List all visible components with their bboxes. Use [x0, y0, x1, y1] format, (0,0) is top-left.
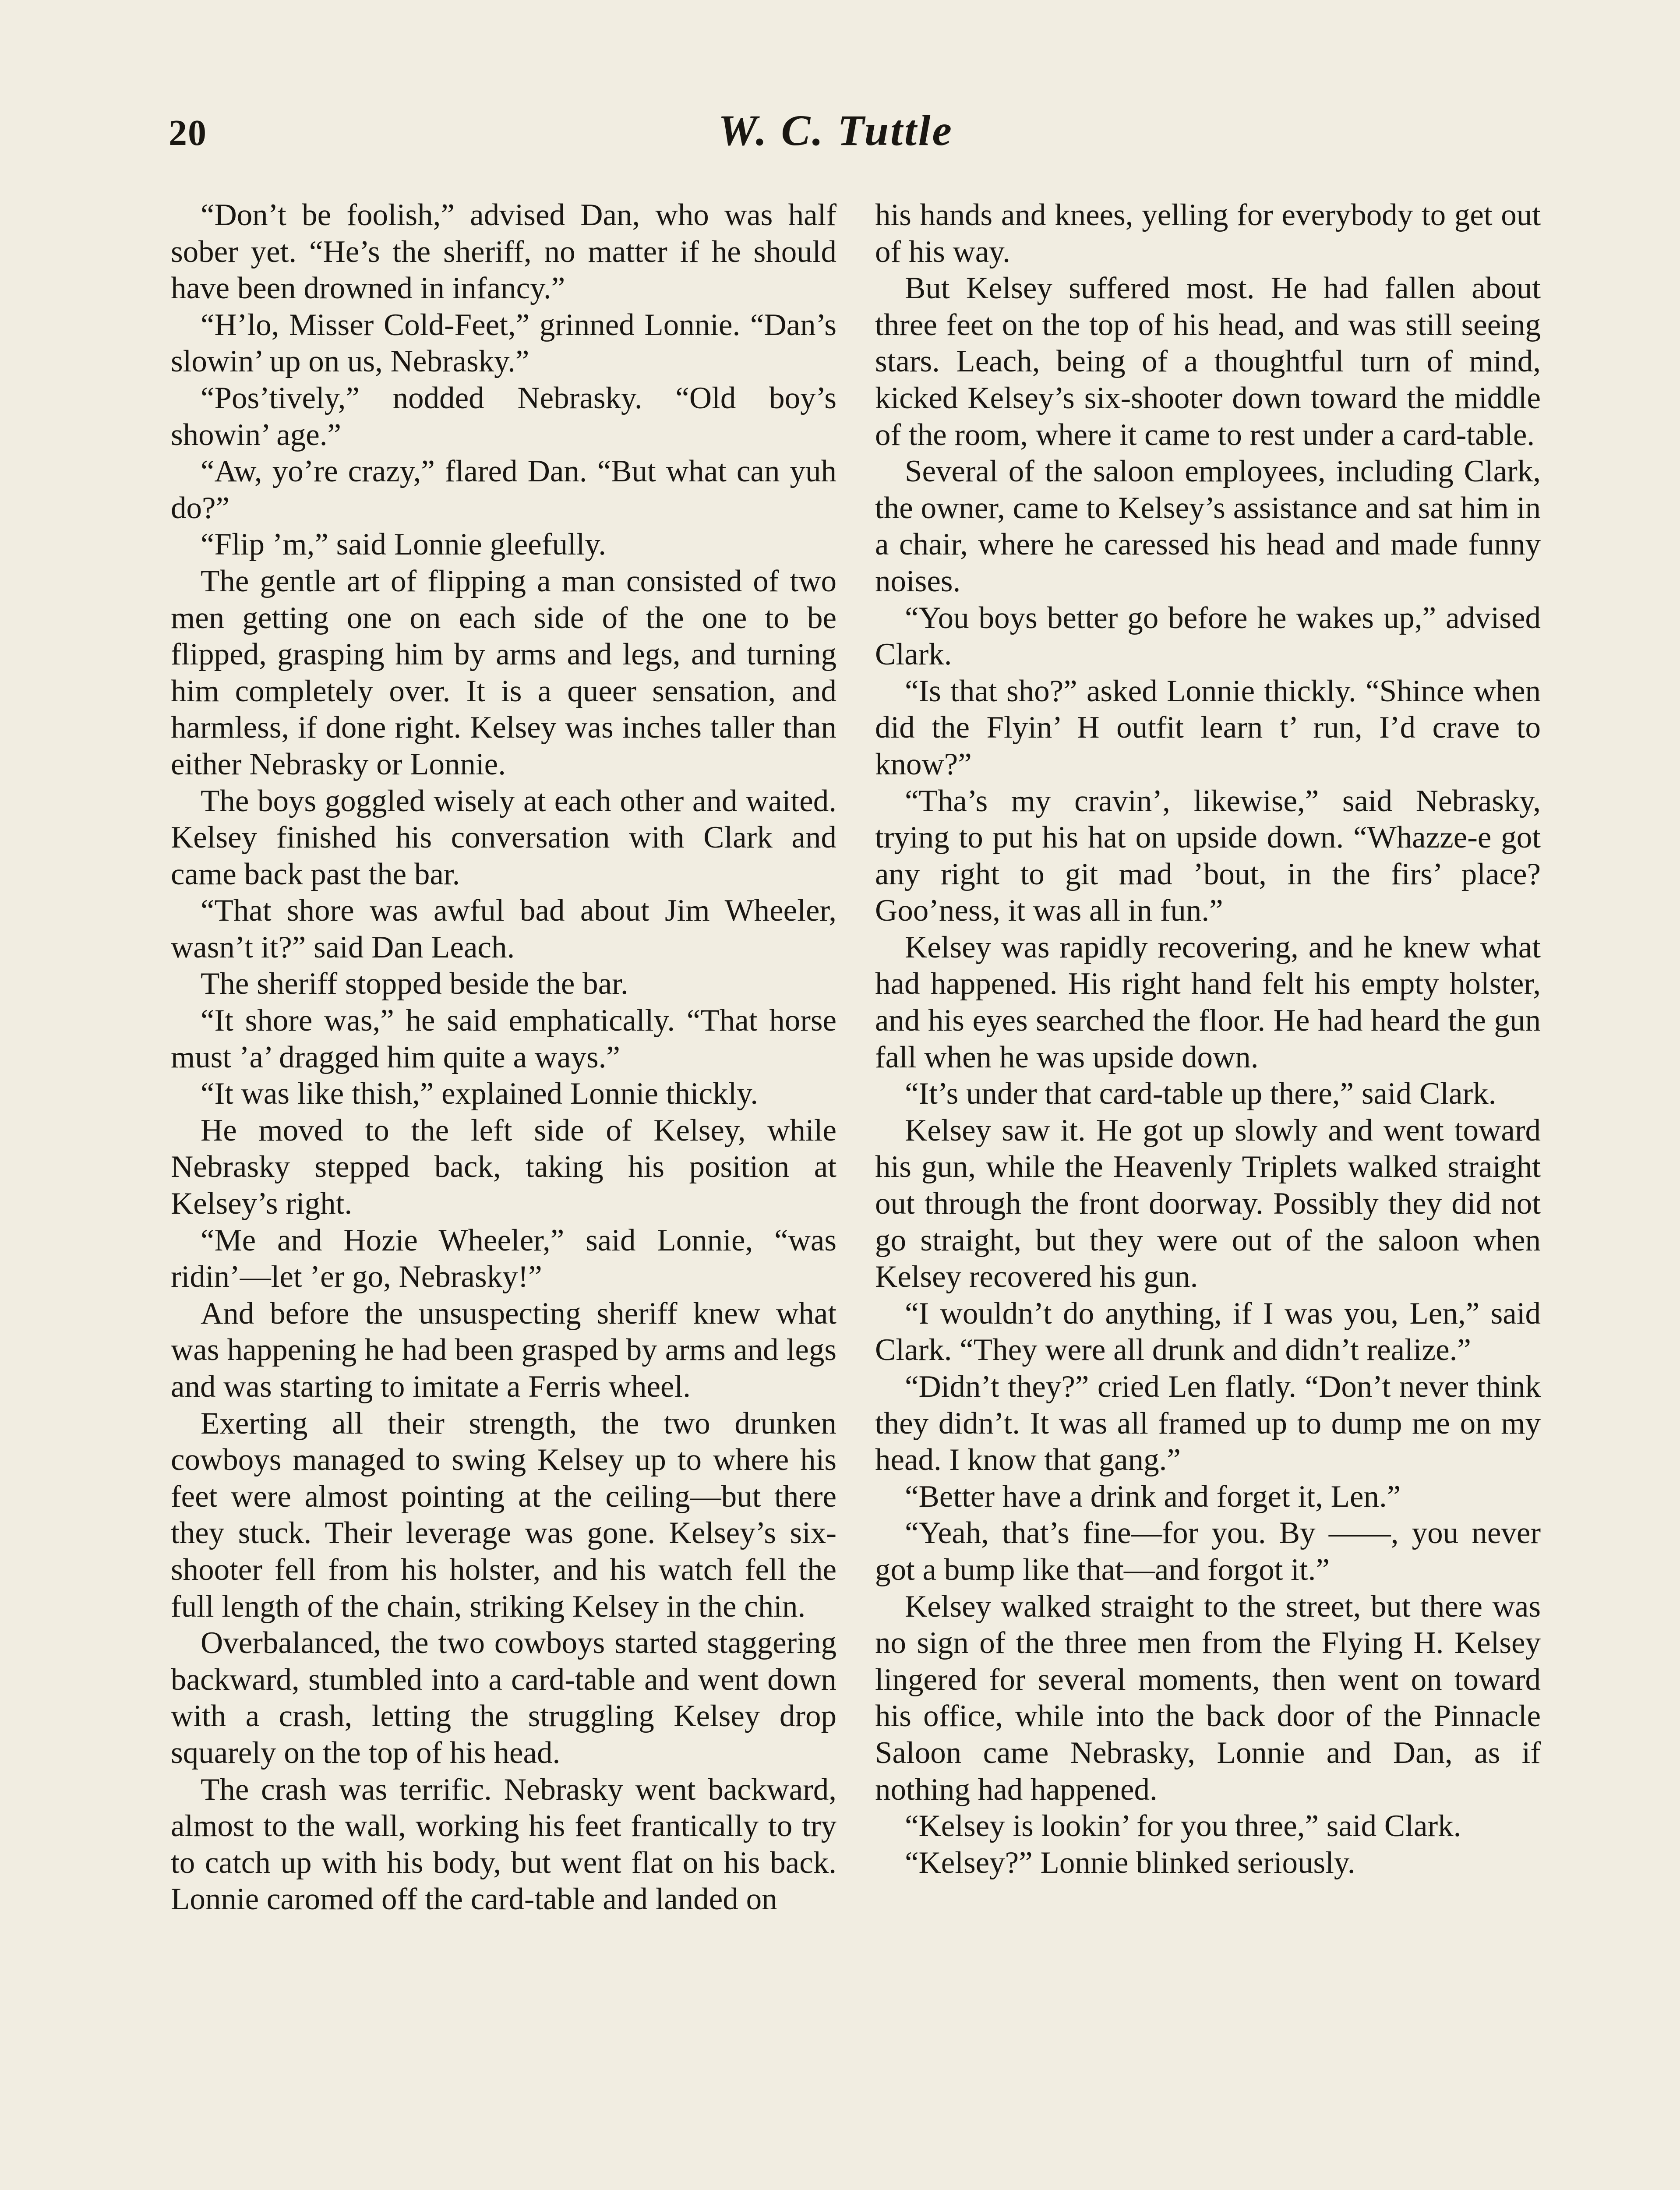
paragraph: “Tha’s my cravin’, likewise,” said Nebrasky, trying to put his hat on upside down. “Whazze-e got any right to git mad ’bout, in the firs’ place? Goo’ness, it was all in fun.” [875, 784, 1541, 928]
paragraph: “Kelsey is lookin’ for you three,” said Clark. [905, 1809, 1461, 1844]
paragraph: And before the unsuspecting sheriff knew what was happening he had been grasped by arms and legs and was starting to imitate a Ferris wheel. [171, 1296, 836, 1404]
paragraph: “Didn’t they?” cried Len flatly. “Don’t never think they didn’t. It was all framed up to dump me on my head. I know that gang.” [875, 1370, 1541, 1477]
paragraph: “Is that sho?” asked Lonnie thickly. “Shince when did the Flyin’ H outfit learn t’ run, I’d crave to know?” [875, 674, 1541, 781]
paragraph-continued: his hands and knees, yelling for everybody to get out of his way. [875, 198, 1541, 269]
paragraph: “Yeah, that’s fine—for you. By ——, you never got a bump like that—and forgot it.” [875, 1516, 1541, 1587]
paragraph: “Aw, yo’re crazy,” flared Dan. “But what can yuh do?” [171, 454, 836, 525]
left-column [171, 197, 836, 1918]
paragraph: “Pos’tively,” nodded Nebrasky. “Old boy’s showin’ age.” [171, 381, 836, 452]
paragraph: Kelsey was rapidly recovering, and he knew what had happened. His right hand felt his empty holster, and his eyes searched the floor. He had heard the gun fall when he was upside down. [875, 930, 1541, 1074]
paragraph: “Kelsey?” Lonnie blinked seriously. [905, 1845, 1355, 1880]
paragraph: Kelsey saw it. He got up slowly and went toward his gun, while the Heavenly Triplets walked straight out through the front doorway. Possibly they did not go straight, but they were out of the saloon when Kelsey recovered his gun. [875, 1113, 1541, 1294]
page-number: 20 [169, 113, 207, 153]
paragraph: “I wouldn’t do anything, if I was you, Len,” said Clark. “They were all drunk and didn’t realize.” [875, 1296, 1541, 1367]
paragraph: Kelsey walked straight to the street, but there was no sign of the three men from the Flying H. Kelsey lingered for several moments, then went on toward his office, while into the back door of the Pinnacle Saloon came Nebrasky, Lonnie and Dan, as if nothing had happened. [875, 1589, 1541, 1807]
right-column [875, 197, 1541, 1881]
paragraph: “You boys better go before he wakes up,” advised Clark. [875, 600, 1541, 672]
paragraph: “H’lo, Misser Cold-Feet,” grinned Lonnie. “Dan’s slowin’ up on us, Nebrasky.” [171, 307, 836, 379]
paragraph: “Flip ’m,” said Lonnie gleefully. [201, 527, 607, 562]
paragraph: He moved to the left side of Kelsey, while Nebrasky stepped back, taking his position at Kelsey’s right. [171, 1113, 836, 1221]
paragraph: Overbalanced, the two cowboys started staggering backward, stumbled into a card-table and went down with a crash, letting the struggling Kelsey drop squarely on the top of his head. [171, 1626, 836, 1770]
paragraph: “Me and Hozie Wheeler,” said Lonnie, “was ridin’—let ’er go, Nebrasky!” [171, 1223, 836, 1294]
paragraph: “It shore was,” he said emphatically. “That horse must ’a’ dragged him quite a ways.” [171, 1003, 836, 1074]
paragraph: The boys goggled wisely at each other and waited. Kelsey finished his conversation with Clark and came back past the bar. [171, 784, 836, 891]
paragraph: Exerting all their strength, the two drunken cowboys managed to swing Kelsey up to where his feet were almost pointing at the ceiling—but there they stuck. Their leverage was gone. Kelsey’s six-shooter fell from his holster, and his watch fell the full length of the chain, striking Kelsey in the chin. [171, 1406, 836, 1624]
paragraph: The crash was terrific. Nebrasky went backward, almost to the wall, working his feet frantically to try to catch up with his body, but went flat on his back. Lonnie caromed off the card-table and landed on [171, 1772, 836, 1917]
paragraph: But Kelsey suffered most. He had fallen about three feet on the top of his head, and was still seeing stars. Leach, being of a thoughtful turn of mind, kicked Kelsey’s six-shooter down toward the middle of the room, where it came to rest under a card-table. [875, 271, 1541, 452]
paragraph: The sheriff stopped beside the bar. [201, 967, 628, 1001]
paragraph: “That shore was awful bad about Jim Wheeler, wasn’t it?” said Dan Leach. [171, 894, 836, 964]
paragraph: “It was like thish,” explained Lonnie thickly. [201, 1077, 759, 1111]
paragraph: The gentle art of flipping a man consisted of two men getting one on each side of the one to be flipped, grasping him by arms and legs, and turning him completely over. It is a queer sensation, and harmless, if done right. Kelsey was inches taller than either Nebrasky or Lonnie. [171, 564, 836, 781]
paragraph: Several of the saloon employees, including Clark, the owner, came to Kelsey’s assistance and sat him in a chair, where he caressed his head and made funny noises. [875, 454, 1541, 598]
running-head: W. C. Tuttle [718, 106, 953, 155]
paragraph: “Better have a drink and forget it, Len.” [905, 1479, 1401, 1514]
paragraph: “It’s under that card-table up there,” said Clark. [905, 1077, 1496, 1111]
paragraph: “Don’t be foolish,” advised Dan, who was half sober yet. “He’s the sheriff, no matter if he should have been drowned in infancy.” [171, 198, 836, 306]
